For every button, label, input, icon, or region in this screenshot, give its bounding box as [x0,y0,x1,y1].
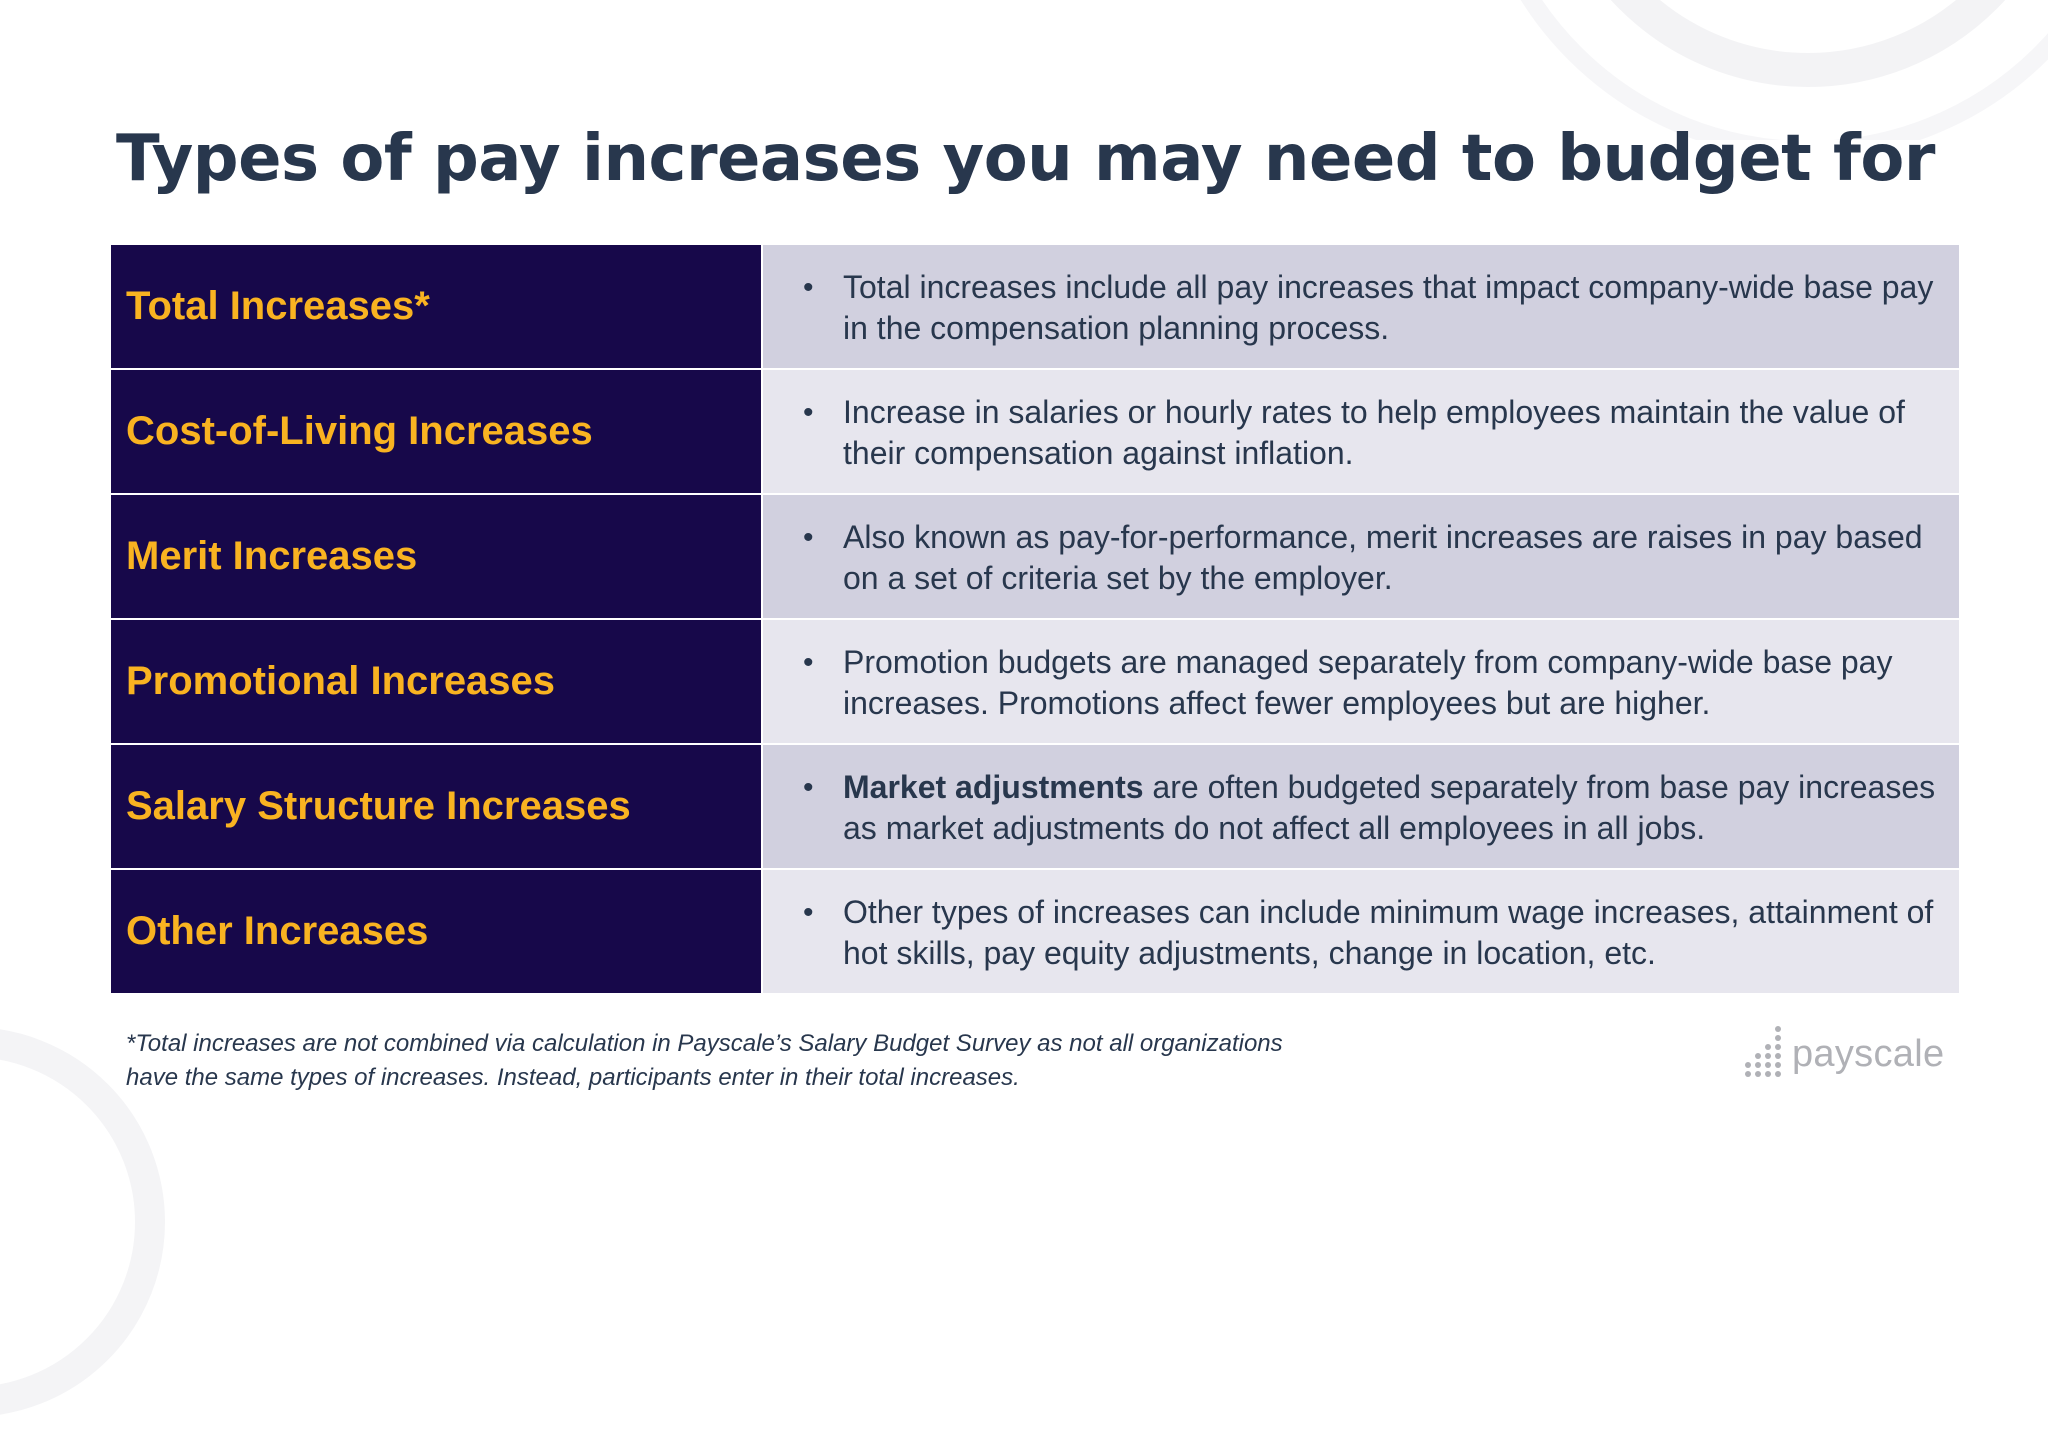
table-row [111,495,1959,620]
row-description-cell [763,870,1959,993]
row-description-cell [763,245,1959,368]
row-label: Other Increases [126,909,429,953]
bullet-icon: • [803,396,814,429]
row-description: Other types of increases can include minimum wage increases, attainment of hot skills, pay equity adjustments, change in location, etc. [843,894,1934,971]
row-label-cell [111,870,763,993]
row-label-cell [111,370,763,493]
bullet-icon: • [803,521,814,554]
decorative-rings-top [1448,0,2048,140]
bullet-icon: • [803,271,814,304]
bullet-icon: • [803,646,814,679]
table-row [111,745,1959,870]
row-description [843,767,1947,849]
row-description-cell [763,620,1959,743]
bullet-icon: • [803,896,814,929]
row-label-cell [111,620,763,743]
table-row [111,870,1959,993]
row-label: Cost-of-Living Increases [126,409,593,453]
row-description-cell [763,370,1959,493]
payscale-dots-icon [1742,1026,1784,1082]
payscale-wordmark: payscale [1792,1032,1945,1075]
market-adjustments-term: Market adjustments [843,769,1144,805]
row-description: Promotion budgets are managed separately from company-wide base pay increases. Promotions affect fewer employees but are higher. [843,644,1893,721]
row-description: Increase in salaries or hourly rates to help employees maintain the value of their compensation against inflation. [843,394,1905,471]
row-description: Also known as pay-for-performance, merit increases are raises in pay based on a set of criteria set by the employer. [843,519,1923,596]
bullet-icon: • [803,771,814,804]
row-label: Promotional Increases [126,659,556,703]
row-description-cell [763,495,1959,618]
row-label-cell [111,495,763,618]
table-row [111,245,1959,370]
payscale-logo [1742,1026,1944,1082]
footnote: *Total increases are not combined via calculation in Payscale’s Salary Budget Survey as not all organizations have the same types of increases. Instead, participants enter in their total increases. [126,1030,1283,1091]
row-description: Total increases include all pay increases that impact company-wide base pay in the compensation planning process. [843,269,1934,346]
table-row [111,620,1959,745]
row-label: Merit Increases [126,534,418,578]
row-description-rest: are often budgeted separately from base pay increases as market adjustments do not affect all employees in all jobs. [843,769,1936,846]
table-row [111,370,1959,495]
row-label-cell [111,745,763,868]
page-title: Types of pay increases you may need to budget for [116,122,1935,196]
row-label: Total Increases* [126,284,430,328]
row-label: Salary Structure Increases [126,784,631,828]
row-label-cell [111,245,763,368]
pay-increases-table [111,245,1959,993]
row-description-cell [763,745,1959,868]
